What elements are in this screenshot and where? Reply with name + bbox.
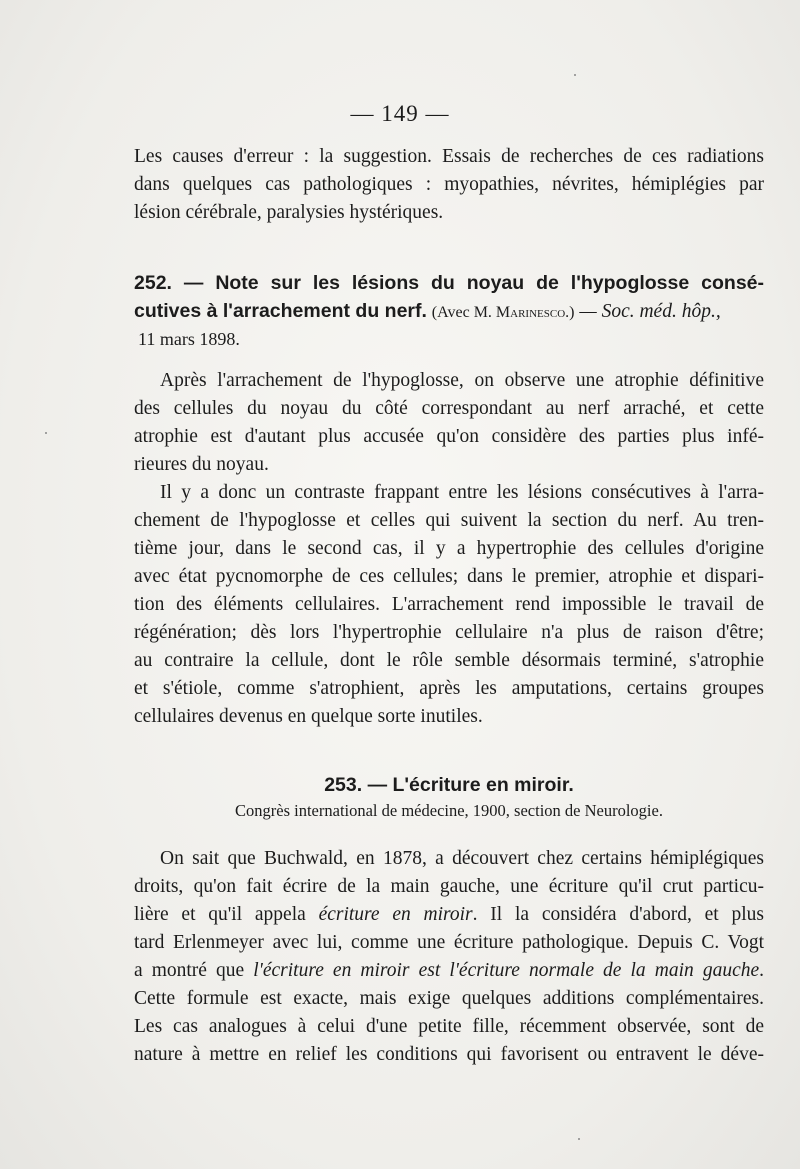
section-253-title: 253. — L'écriture en miroir. (324, 774, 574, 796)
p3-line-7: Les cas analogues à celui d'une petite fille, récemment observée, sont de (134, 1016, 764, 1037)
p3-line-3-b: . Il la considéra d'abord, et plus (472, 904, 765, 925)
p3-line-3-a: lière et qu'il appela (134, 904, 319, 925)
section-252-title-line-1: 252. — Note sur les lésions du noyau de l'hypoglosse consé- (134, 272, 764, 294)
p3-line-4: tard Erlenmeyer avec lui, comme une écriture pathologique. Depuis C. Vogt (134, 932, 764, 953)
p2-line-1: Il y a donc un contraste frappant entre les lésions consécutives à l'arra- (160, 482, 764, 503)
section-253-subtitle: Congrès international de médecine, 1900, section de Neurologie. (235, 801, 663, 820)
p2-line-7: au contraire la cellule, dont le rôle semble désormais terminé, s'atrophie (134, 650, 764, 671)
intro-paragraph (134, 143, 764, 227)
collab-prefix: (Avec M. (431, 304, 496, 321)
p3-line-3 (134, 901, 764, 929)
p2-line-4: avec état pycnomorphe de ces cellules; dans le premier, atrophie et dispari- (134, 566, 764, 587)
page-number: — 149 — (350, 101, 450, 126)
p3-line-3-em: écriture en miroir (318, 904, 473, 925)
p1-line-1: Après l'arrachement de l'hypoglosse, on observe une atrophie définitive (160, 370, 764, 391)
collab-name: Marinesco (495, 304, 566, 321)
p2-line-8: et s'étiole, comme s'atrophient, après les amputations, certains groupes (134, 678, 764, 699)
p3-line-6: Cette formule est exacte, mais exige quelques additions complémentaires. (134, 988, 764, 1009)
p3-line-5-b: . (759, 960, 765, 981)
section-252-paragraph-1 (134, 367, 764, 479)
p2-line-5: tion des éléments cellulaires. L'arrachement rend impossible le travail de (134, 594, 764, 615)
p2-line-2: chement de l'hypoglosse et celles qui suivent la section du nerf. Au tren- (134, 510, 764, 531)
p1-line-2: des cellules du noyau du côté correspondant au nerf arraché, et cette (134, 398, 764, 419)
paper-speck (45, 432, 47, 434)
section-252-heading (134, 269, 764, 353)
p3-line-2: droits, qu'on fait écrire de la main gauche, une écriture qu'il crut particu- (134, 876, 764, 897)
p3-line-1: On sait que Buchwald, en 1878, a découvert chez certains hémiplégiques (160, 848, 764, 869)
p2-line-9: cellulaires devenus en quelque sorte inutiles. (134, 706, 483, 727)
p3-line-5-a: a montré que (134, 960, 254, 981)
p2-line-3: tième jour, dans le second cas, il y a hypertrophie des cellules d'origine (134, 538, 764, 559)
section-253-heading (134, 772, 764, 824)
section-252-title-line-2 (134, 297, 764, 325)
section-252-date: 11 mars 1898. (138, 329, 240, 349)
section-252-collab (432, 304, 575, 321)
section-252-journal: — Soc. méd. hôp., (574, 301, 721, 322)
paper-speck (574, 74, 576, 76)
section-252-title-line-2-text: cutives à l'arrachement du nerf. (134, 300, 427, 322)
collab-suffix: .) (565, 304, 575, 321)
intro-line-1: Les causes d'erreur : la suggestion. Essais de recherches de ces radiations (134, 146, 764, 167)
p1-line-4: rieures du noyau. (134, 454, 269, 475)
intro-line-2: dans quelques cas pathologiques : myopathies, névrites, hémiplégies par (134, 174, 764, 195)
paper-speck (578, 1138, 580, 1140)
section-252-paragraph-2 (134, 479, 764, 731)
section-253-paragraph (134, 845, 764, 1069)
intro-line-3: lésion cérébrale, paralysies hystériques. (134, 202, 444, 223)
p3-line-5-em: l'écriture en miroir est l'écriture normale de la main gauche (253, 960, 760, 981)
p3-line-5 (134, 957, 764, 985)
p1-line-3: atrophie est d'autant plus accusée qu'on considère des parties plus infé- (134, 426, 764, 447)
p3-line-8: nature à mettre en relief les conditions qui favorisent ou entravent le déve- (134, 1044, 764, 1065)
p2-line-6: régénération; dès lors l'hypertrophie cellulaire n'a plus de raison d'être; (134, 622, 764, 643)
